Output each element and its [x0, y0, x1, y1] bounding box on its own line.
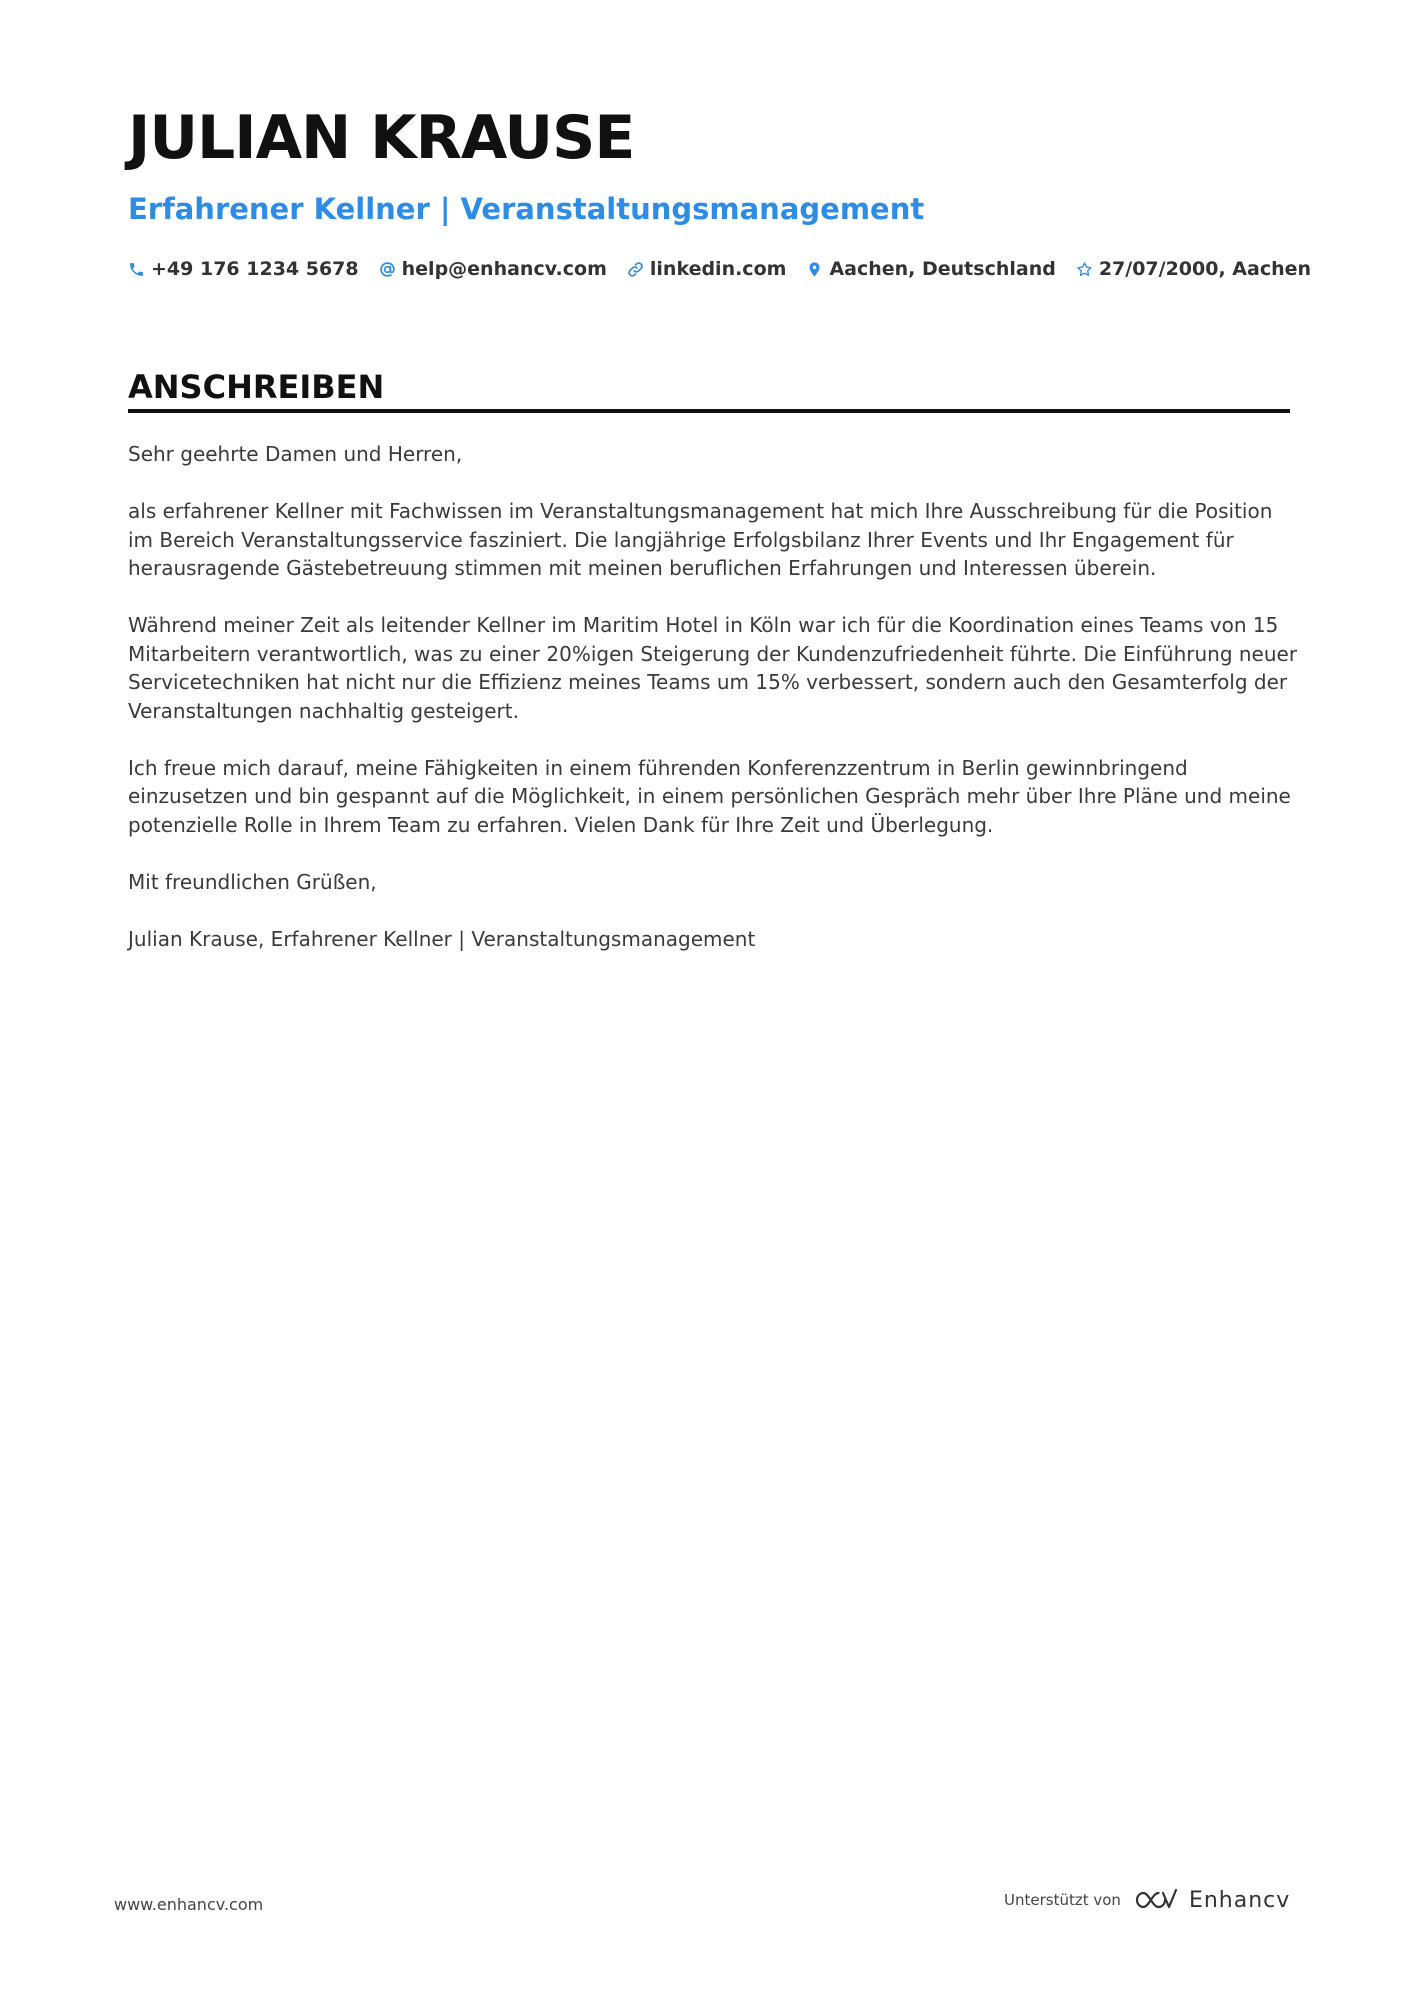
section-title: ANSCHREIBEN	[128, 368, 385, 406]
letter-paragraph: Während meiner Zeit als leitender Kellner im Maritim Hotel in Köln war ich für die Koordination eines Teams von 15 Mitarbeitern verantwortlich, was zu einer 20%igen Steigerung der Kundenzufriedenheit führte. Die Einführung neuer Servicetechniken hat nicht nur die Effizienz meines Teams um 15% verbessert, sondern auch den Gesamterfolg der Veranstaltungen nachhaltig gesteigert.	[128, 613, 1298, 723]
brand-name: Enhancv	[1188, 1887, 1291, 1913]
candidate-title: Erfahrener Kellner | Veranstaltungsmanagement	[128, 192, 925, 226]
at-icon	[379, 261, 396, 278]
letter-body	[128, 440, 1298, 982]
contact-email-text: help@enhancv.com	[401, 258, 607, 280]
powered-by[interactable]	[1004, 1880, 1290, 1920]
phone-icon	[128, 261, 145, 278]
contact-birth	[1076, 258, 1311, 280]
contact-bar	[128, 254, 1311, 284]
contact-location-text: Aachen, Deutschland	[829, 258, 1056, 280]
footer-url[interactable]: www.enhancv.com	[114, 1895, 264, 1914]
contact-email[interactable]	[379, 258, 607, 280]
brand	[1133, 1887, 1290, 1913]
location-pin-icon	[806, 261, 823, 278]
powered-by-label: Unterstützt von	[1004, 1891, 1121, 1909]
contact-phone-text: +49 176 1234 5678	[151, 258, 359, 280]
letter-paragraph: Ich freue mich darauf, meine Fähigkeiten in einem führenden Konferenzzentrum in Berlin gewinnbringend einzusetzen und bin gespannt auf die Möglichkeit, in einem persönlichen Gespräch mehr über Ihre Pläne und meine potenzielle Rolle in Ihrem Team zu erfahren. Vielen Dank für Ihre Zeit und Überlegung.	[128, 755, 1291, 837]
contact-linkedin-text: linkedin.com	[649, 258, 787, 280]
contact-location	[806, 258, 1055, 280]
section-divider	[128, 409, 1290, 413]
contact-linkedin[interactable]	[627, 258, 787, 280]
star-icon	[1076, 261, 1093, 278]
link-icon	[627, 261, 644, 278]
enhancv-logo-icon	[1133, 1887, 1179, 1913]
contact-birth-text: 27/07/2000, Aachen	[1098, 258, 1312, 280]
candidate-name: JULIAN KRAUSE	[128, 103, 635, 173]
letter-salutation: Sehr geehrte Damen und Herren,	[128, 442, 463, 466]
letter-signature: Julian Krause, Erfahrener Kellner | Veranstaltungsmanagement	[128, 926, 756, 951]
letter-paragraph: als erfahrener Kellner mit Fachwissen im Veranstaltungsmanagement hat mich Ihre Ausschreibung für die Position im Bereich Veranstaltungsservice fasziniert. Die langjährige Erfolgsbilanz Ihrer Events und Ihr Engagement für herausragende Gästebetreuung stimmen mit meinen beruflichen Erfahrungen und Interessen überein.	[128, 499, 1273, 580]
letter-closing: Mit freundlichen Grüßen,	[128, 869, 377, 894]
contact-phone[interactable]	[128, 258, 359, 280]
